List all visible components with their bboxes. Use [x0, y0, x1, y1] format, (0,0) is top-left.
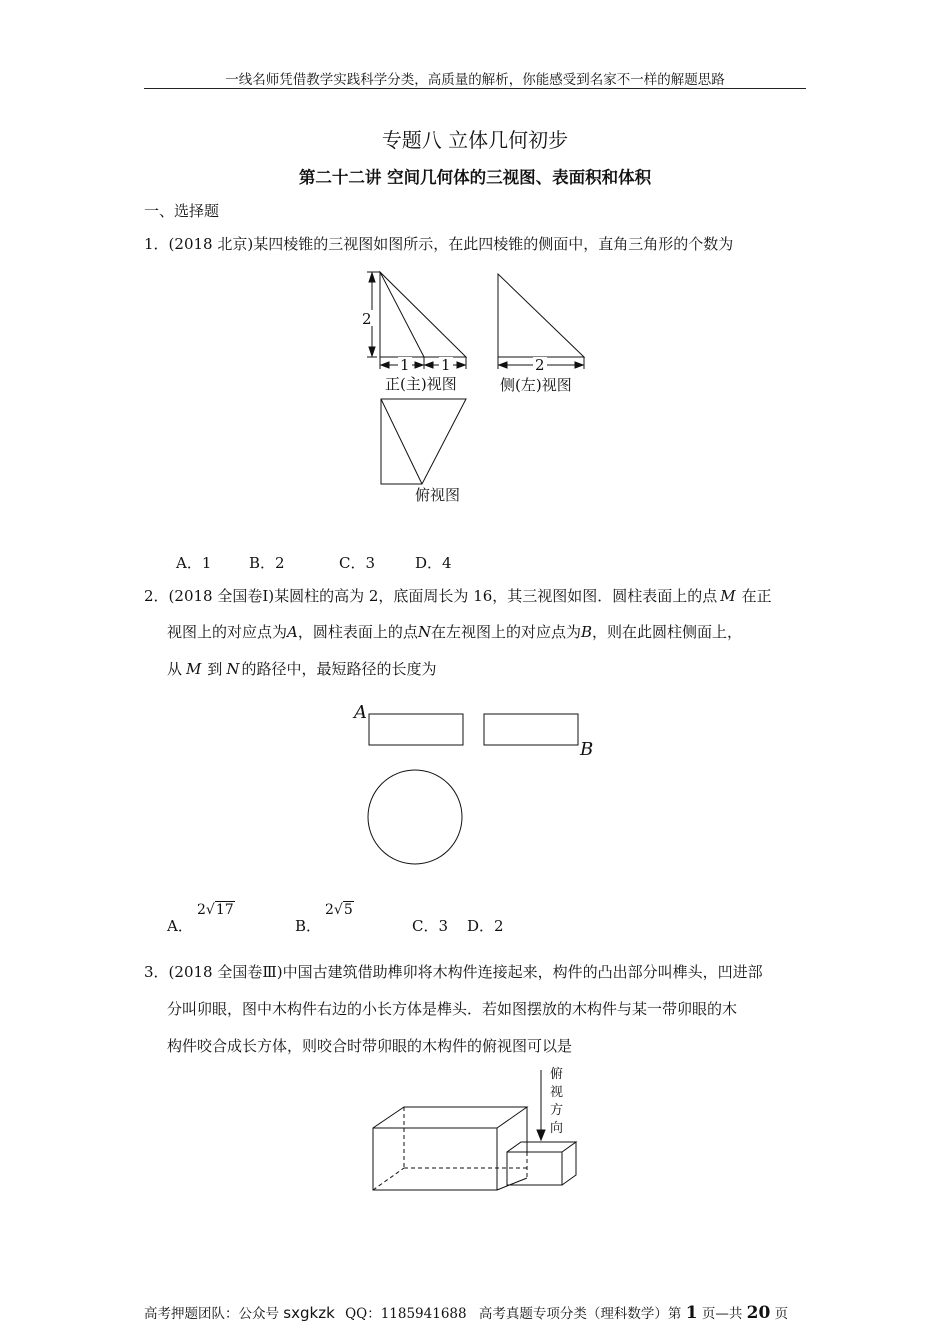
- cylinder-top-view: [368, 770, 462, 864]
- side-view-caption: 侧(左)视图: [500, 376, 572, 394]
- q2-option-a-label: A．: [167, 917, 193, 935]
- q1-option-a: A．1: [176, 554, 212, 572]
- direction-char-4: 向: [550, 1121, 564, 1136]
- side-width-label: 2: [535, 356, 545, 374]
- q1-option-b: B．2: [249, 554, 285, 572]
- direction-char-1: 俯: [550, 1067, 564, 1082]
- q2-option-c: C．3: [412, 917, 449, 935]
- q2-option-b-label: B．: [295, 917, 322, 935]
- direction-char-3: 方: [550, 1103, 564, 1118]
- page-total: 20: [746, 1303, 771, 1323]
- cylinder-side-view: [484, 714, 578, 745]
- q2-cylinder-figure: [350, 700, 610, 870]
- page-footer: 高考押题团队：公众号 sxgkzk QQ：1185941688 高考真题专项分类（理科数学）第 1 页—共 20 页: [144, 1303, 789, 1323]
- page-header: 一线名师凭借教学实践科学分类，高质量的解析，你能感受到名家不一样的解题思路: [225, 72, 725, 88]
- tenon-side: [562, 1142, 576, 1185]
- q2-line-3: 从 M 到 N 的路径中，最短路径的长度为: [167, 660, 437, 678]
- height-label: 2: [362, 310, 372, 328]
- q2-option-b-value: 2√5: [325, 902, 353, 918]
- header-rule: [144, 88, 806, 89]
- q1-three-view-figure: [355, 262, 605, 512]
- q1-stem: 1．(2018 北京)某四棱锥的三视图如图所示，在此四棱锥的侧面中，直角三角形的个数为: [144, 235, 734, 253]
- page-number: 1: [685, 1303, 698, 1323]
- large-block-top: [373, 1107, 527, 1128]
- q1-option-c: C．3: [339, 554, 376, 572]
- q2-line-1: 2．(2018 全国卷Ⅰ)某圆柱的高为 2，底面周长为 16，其三视图如图．圆柱表面上的点 M 在正: [144, 587, 772, 605]
- point-b-label: B: [580, 739, 594, 760]
- q3-line-3: 构件咬合成长方体，则咬合时带卯眼的木构件的俯视图可以是: [167, 1037, 573, 1055]
- large-block-front: [373, 1128, 497, 1190]
- q3-line-1: 3．(2018 全国卷Ⅲ)中国古建筑借助榫卯将木构件连接起来，构件的凸出部分叫榫头，凹进部: [144, 963, 763, 981]
- q3-line-2: 分叫卯眼，图中木构件右边的小长方体是榫头．若如图摆放的木构件与某一带卯眼的木: [167, 1000, 738, 1018]
- chapter-title: 专题八 立体几何初步: [381, 128, 569, 152]
- top-view-outline: [381, 399, 466, 484]
- q3-wood-component-figure: [360, 1060, 610, 1200]
- top-view-caption: 俯视图: [415, 486, 461, 504]
- tenon-top: [507, 1142, 576, 1152]
- section-label: 一、选择题: [144, 202, 220, 220]
- width-label-1: 1: [400, 356, 410, 374]
- front-view-outline: [380, 272, 466, 357]
- front-view-edge: [380, 272, 424, 357]
- q2-option-a-value: 2√17: [197, 902, 234, 918]
- side-view-outline: [498, 274, 584, 357]
- q2-option-d: D．2: [467, 917, 504, 935]
- tenon-front: [507, 1152, 562, 1185]
- lesson-title: 第二十二讲 空间几何体的三视图、表面积和体积: [298, 168, 652, 187]
- width-label-2: 1: [441, 356, 451, 374]
- direction-char-2: 视: [550, 1085, 564, 1100]
- q2-line-2: 视图上的对应点为A，圆柱表面上的点N在左视图上的对应点为B，则在此圆柱侧面上，: [167, 623, 743, 641]
- top-view-edge: [381, 399, 422, 484]
- point-a-label: A: [354, 702, 367, 723]
- q1-option-d: D．4: [415, 554, 452, 572]
- front-view-caption: 正(主)视图: [385, 375, 457, 393]
- cylinder-front-view: [369, 714, 463, 745]
